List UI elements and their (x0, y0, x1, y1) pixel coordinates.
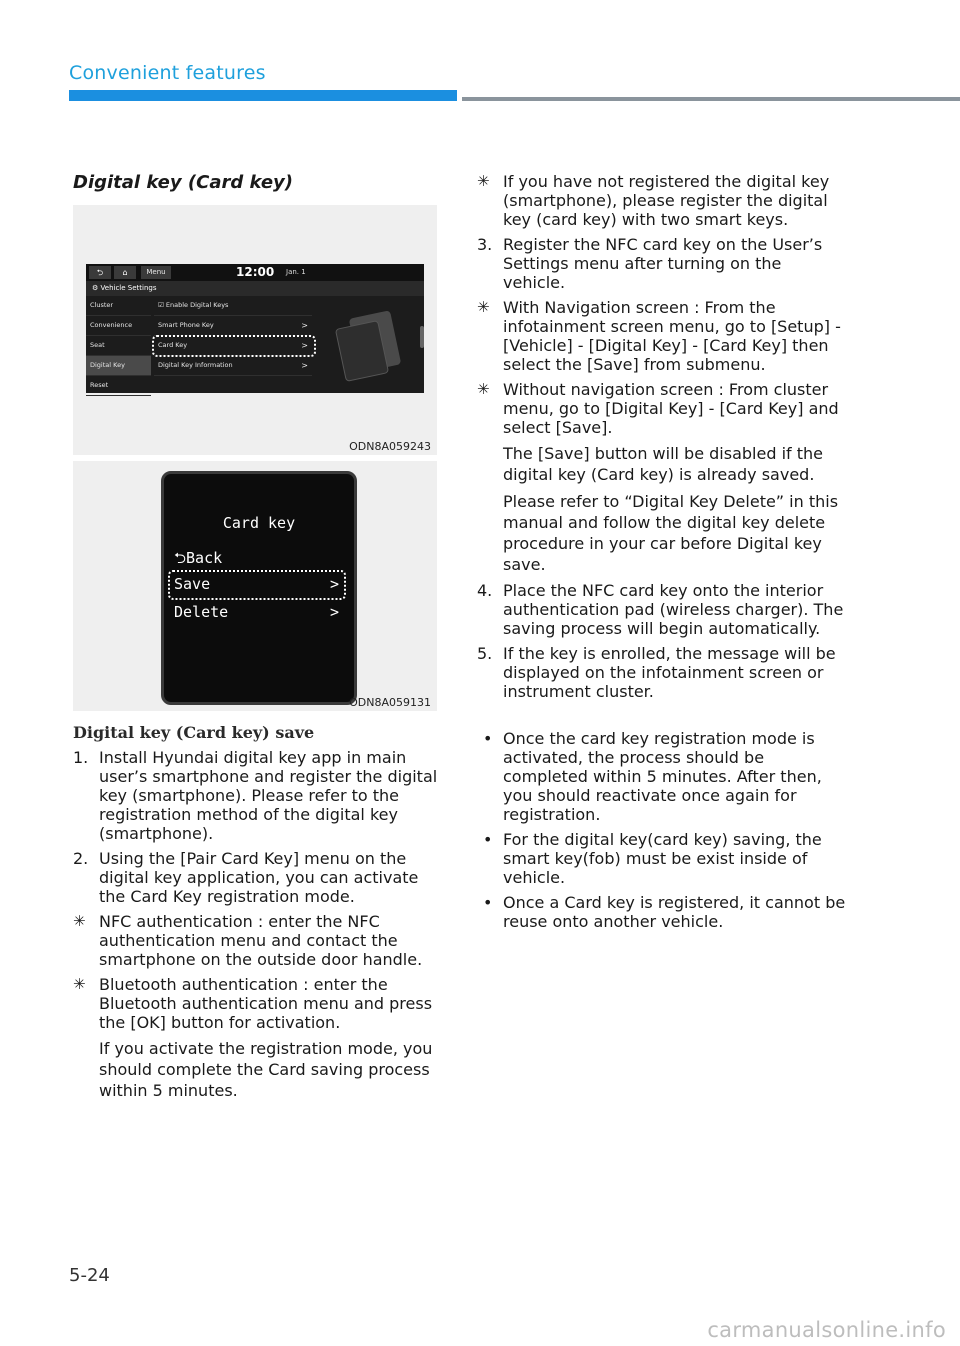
cluster-delete-label: Delete (174, 603, 229, 621)
note-text: Please refer to “Digital Key Delete” in this manual and follow the digital key delete procedure in your car before Digital key save. (503, 492, 839, 574)
figure-code: ODN8A059243 (349, 440, 431, 453)
sidebar-item: Convenience (86, 316, 151, 336)
list-item (73, 748, 438, 843)
cluster-delete-row (174, 600, 339, 624)
subheading: Digital key (Card key) save (73, 723, 315, 742)
card-key-illustration (336, 314, 406, 374)
list-item (477, 235, 847, 292)
cluster-title: Card key (222, 514, 296, 532)
infotainment-screen (86, 264, 424, 393)
item-number: 5. (477, 644, 493, 663)
cluster-save-label: Save (174, 575, 211, 593)
section-heading: Digital key (Card key) (73, 172, 293, 193)
chevron-right-icon: > (329, 603, 339, 621)
sidebar-item: Reset (86, 376, 151, 396)
bullet-text: Once the card key registration mode is activated, the process should be completed within 5 minutes. After then, you should reactivate once again for registration. (503, 729, 822, 824)
bullet-item (477, 729, 847, 824)
asterisk-icon: ✳ (477, 380, 490, 398)
item-text: If you have not registered the digital key (smartphone), please register the digital key (card key) with two smart keys. (503, 172, 830, 229)
header-rule-blue (69, 90, 457, 101)
highlight-outline (168, 570, 346, 600)
back-icon: ⮌ (89, 266, 111, 279)
bullet-icon: • (483, 830, 493, 849)
clock-date: Jan. 1 (286, 268, 306, 276)
asterisk-icon: ✳ (73, 975, 86, 993)
bullet-text: Once a Card key is registered, it cannot be reuse onto another vehicle. (503, 893, 846, 931)
list-item-label: Smart Phone Key (158, 321, 214, 329)
bullet-item (477, 893, 847, 931)
note-item (477, 172, 847, 229)
figure-cluster (73, 461, 437, 711)
header-rule-gray (462, 97, 960, 101)
infotainment-sidebar (86, 296, 151, 396)
bullet-icon: • (483, 893, 493, 912)
list-item-label: Card Key (158, 341, 188, 349)
vehicle-settings-label: Vehicle Settings (100, 284, 157, 292)
sidebar-item: Seat (86, 336, 151, 356)
item-text: Install Hyundai digital key app in main user’s smartphone and register the digital key (smartphone). Please refer to the registration method of the digital key (smartphone). (99, 748, 438, 843)
list-item (154, 316, 312, 336)
item-text: Without navigation screen : From cluster menu, go to [Digital Key] - [Card Key] and select [Save]. (503, 380, 839, 437)
item-text: With Navigation screen : From the infotainment screen menu, go to [Setup] - [Vehicle] - [Digital Key] - [Card Key] then select the [Save] from submenu. (503, 298, 841, 374)
chevron-right-icon: > (329, 575, 339, 593)
item-text: If the key is enrolled, the message will be displayed on the infotainment screen or instrument cluster. (503, 644, 836, 701)
asterisk-icon: ✳ (477, 298, 490, 316)
cluster-back-row (174, 546, 339, 570)
list-item-label: Digital Key Information (158, 361, 233, 369)
list-item-label: Enable Digital Keys (165, 301, 229, 309)
list-item (477, 644, 847, 701)
item-number: 3. (477, 235, 493, 254)
clock-time: 12:00 (236, 265, 275, 279)
note-item (73, 975, 438, 1032)
item-number: 4. (477, 581, 493, 600)
item-text: Bluetooth authentication : enter the Bluetooth authentication menu and press the [OK] button for activation. (99, 975, 433, 1032)
asterisk-icon: ✳ (73, 912, 86, 930)
list-item (73, 849, 438, 906)
back-icon: ⮌ (174, 549, 187, 567)
item-number: 2. (73, 849, 89, 868)
figure-infotainment (73, 205, 437, 455)
highlight-outline (152, 335, 316, 357)
bullet-list (477, 729, 847, 931)
bullet-item (477, 830, 847, 887)
note-text: The [Save] button will be disabled if the digital key (Card key) is already saved. (503, 444, 823, 484)
bullet-text: For the digital key(card key) saving, the smart key(fob) must be exist inside of vehicle. (503, 830, 822, 887)
list-item (154, 356, 312, 376)
bullet-icon: • (483, 729, 493, 748)
figure-code: ODN8A059131 (349, 696, 431, 709)
right-column (477, 172, 847, 937)
watermark: carmanualsonline.info (707, 1318, 946, 1342)
left-column (73, 172, 438, 1107)
list-item (477, 581, 847, 638)
item-text: Register the NFC card key on the User’s Settings menu after turning on the vehicle. (503, 235, 823, 292)
sidebar-item-selected: Digital Key (86, 356, 151, 376)
section-title: Convenient features (69, 62, 266, 84)
sidebar-item: Cluster (86, 296, 151, 316)
item-text: Using the [Pair Card Key] menu on the digital key application, you can activate the Card Key registration mode. (99, 849, 419, 906)
note-text: If you activate the registration mode, you should complete the Card saving process within 5 minutes. (99, 1039, 433, 1100)
note-item (73, 912, 438, 969)
menu-label: Menu (141, 266, 171, 279)
item-text: Place the NFC card key onto the interior authentication pad (wireless charger). The saving process will begin automatically. (503, 581, 844, 638)
cluster-back-label: Back (186, 549, 223, 567)
infotainment-topbar (86, 264, 424, 281)
asterisk-icon: ✳ (477, 172, 490, 190)
home-icon: ⌂ (114, 266, 136, 279)
item-number: 1. (73, 748, 89, 767)
item-text: NFC authentication : enter the NFC authentication menu and contact the smartphone on the outside door handle. (99, 912, 423, 969)
note-item (477, 298, 847, 374)
chevron-right-icon: > (301, 361, 308, 370)
cluster-screen (161, 471, 357, 705)
chevron-right-icon: > (301, 321, 308, 330)
list-item: ☑ Enable Digital Keys (154, 296, 312, 316)
page-number: 5-24 (69, 1265, 110, 1286)
scroll-handle (420, 326, 424, 348)
note-item (477, 380, 847, 437)
vehicle-settings-header: ⚙ Vehicle Settings (86, 281, 424, 296)
chevron-right-icon: > (301, 341, 308, 350)
